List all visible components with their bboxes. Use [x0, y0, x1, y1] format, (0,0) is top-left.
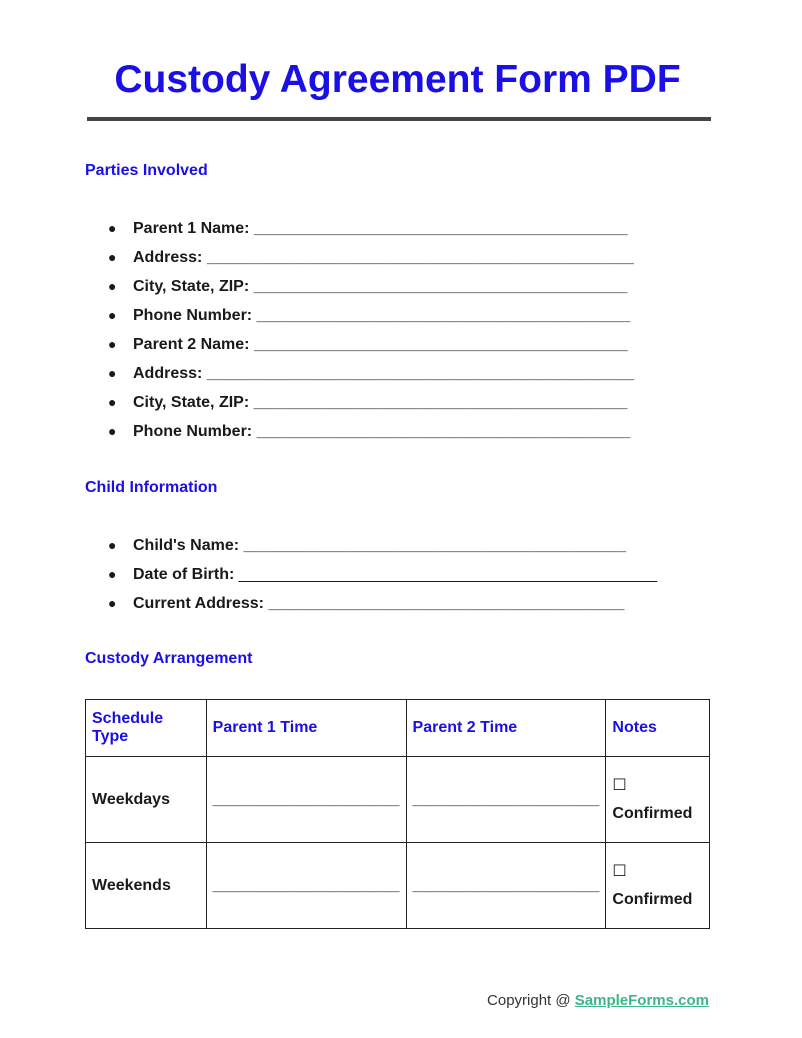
checkbox-icon[interactable]: ☐	[612, 862, 627, 880]
cell-parent2-time[interactable]: _____________________	[406, 843, 606, 929]
cell-parent1-time[interactable]: _____________________	[206, 843, 406, 929]
copyright-footer	[487, 992, 709, 1009]
blank-line: ________________________________________________	[206, 365, 634, 382]
field-child-dob[interactable]: ● Date of Birth: _______________________________________________	[0, 560, 657, 589]
section-heading-parties: Parties Involved	[85, 162, 208, 179]
custody-schedule-table	[85, 699, 710, 929]
bullet-icon: ●	[108, 537, 117, 553]
cell-notes	[606, 757, 710, 843]
child-field-list	[0, 531, 657, 618]
copyright-text: Copyright @	[487, 992, 575, 1009]
confirmed-label: Confirmed	[612, 890, 693, 908]
bullet-icon: ●	[108, 394, 117, 410]
field-parent1-phone[interactable]: ● Phone Number: __________________________________________	[0, 301, 634, 330]
checkbox-icon[interactable]: ☐	[612, 776, 627, 794]
field-parent2-city-state-zip[interactable]: ● City, State, ZIP: __________________________________________	[0, 388, 634, 417]
blank-line: __________________________________________	[256, 307, 631, 324]
bullet-icon: ●	[108, 220, 117, 236]
field-child-address[interactable]: ● Current Address: ________________________________________	[0, 589, 657, 618]
bullet-icon: ●	[108, 307, 117, 323]
field-parent2-phone[interactable]: ● Phone Number: __________________________________________	[0, 417, 634, 446]
table-row	[86, 757, 710, 843]
title-divider	[87, 117, 711, 121]
cell-parent2-time[interactable]: _____________________	[406, 757, 606, 843]
blank-line: ________________________________________	[268, 595, 625, 612]
header-parent1-time: Parent 1 Time	[206, 700, 406, 757]
section-heading-custody: Custody Arrangement	[85, 650, 253, 667]
table-header-row	[86, 700, 710, 757]
field-parent1-city-state-zip[interactable]: ● City, State, ZIP: __________________________________________	[0, 272, 634, 301]
parties-field-list	[0, 214, 634, 446]
bullet-icon: ●	[108, 595, 117, 611]
header-notes: Notes	[606, 700, 710, 757]
field-parent2-address[interactable]: ● Address: ________________________________________________	[0, 359, 634, 388]
field-parent2-name[interactable]: ● Parent 2 Name: __________________________________________	[0, 330, 634, 359]
blank-line: __________________________________________	[253, 278, 628, 295]
header-parent2-time: Parent 2 Time	[406, 700, 606, 757]
field-parent1-address[interactable]: ● Address: ________________________________________________	[0, 243, 634, 272]
table-row	[86, 843, 710, 929]
bullet-icon: ●	[108, 336, 117, 352]
blank-line: ________________________________________________	[206, 249, 634, 266]
bullet-icon: ●	[108, 365, 117, 381]
cell-notes	[606, 843, 710, 929]
header-schedule-type: Schedule Type	[86, 700, 207, 757]
bullet-icon: ●	[108, 566, 117, 582]
confirmed-label: Confirmed	[612, 804, 693, 822]
field-child-name[interactable]: ● Child's Name: ___________________________________________	[0, 531, 657, 560]
blank-line: __________________________________________	[253, 220, 628, 237]
cell-schedule-type: Weekends	[86, 843, 207, 929]
cell-parent1-time[interactable]: _____________________	[206, 757, 406, 843]
blank-line: __________________________________________	[256, 423, 631, 440]
page-title: Custody Agreement Form PDF	[114, 58, 681, 101]
blank-line: __________________________________________	[253, 336, 628, 353]
section-heading-child: Child Information	[85, 479, 218, 496]
bullet-icon: ●	[108, 249, 117, 265]
blank-line: __________________________________________	[253, 394, 628, 411]
blank-line: ___________________________________________	[243, 537, 627, 554]
bullet-icon: ●	[108, 278, 117, 294]
cell-schedule-type: Weekdays	[86, 757, 207, 843]
brand-link[interactable]: SampleForms.com	[574, 992, 709, 1009]
bullet-icon: ●	[108, 423, 117, 439]
blank-line: _______________________________________________	[238, 566, 658, 583]
field-parent1-name[interactable]: ● Parent 1 Name: __________________________________________	[0, 214, 634, 243]
